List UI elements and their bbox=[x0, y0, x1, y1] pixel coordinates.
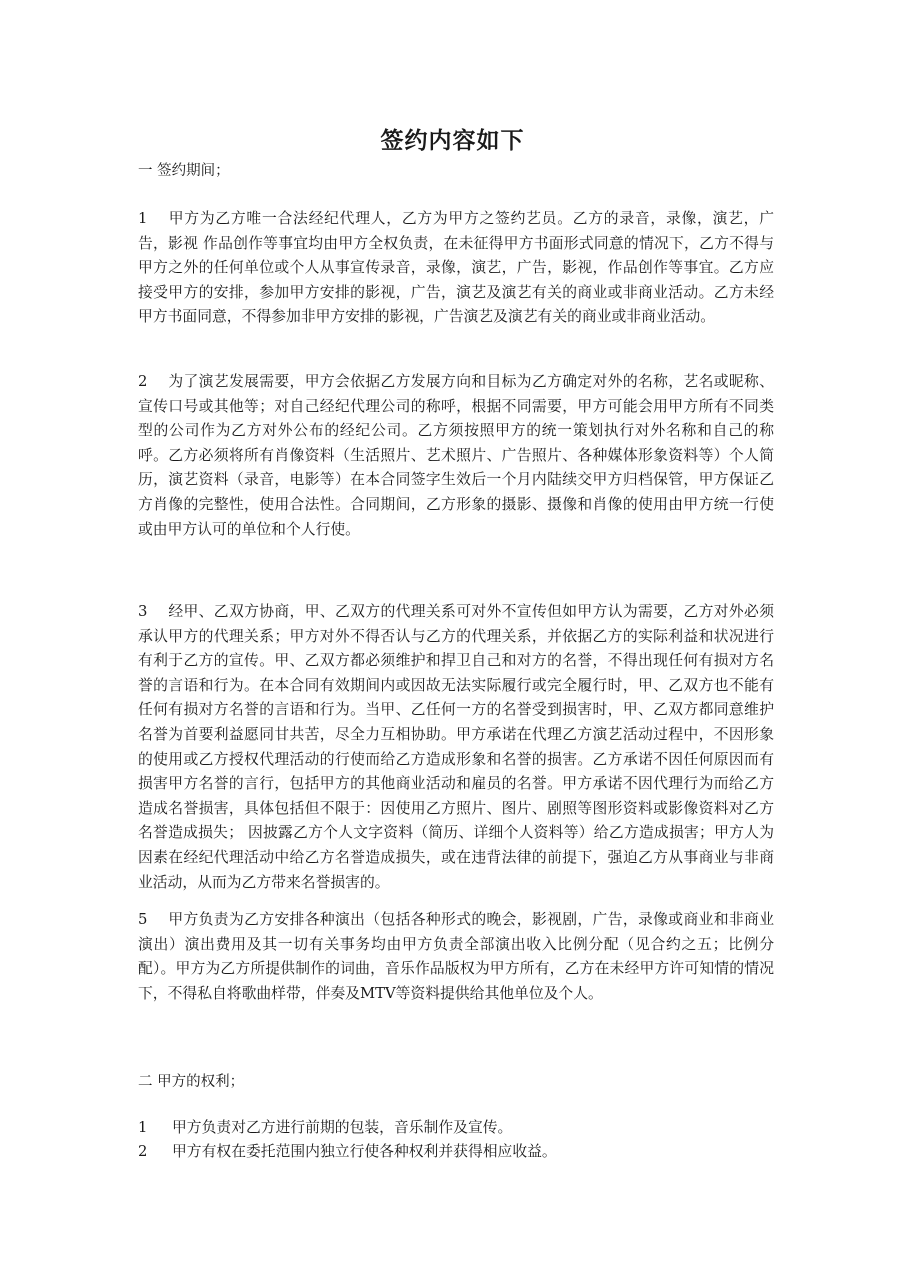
clause-text: 甲方负责为乙方安排各种演出（包括各种形式的晚会，影视剧，广告，录像或商业和非商业演出）演出费用及其一切有关事务均由甲方负责全部演出收入比例分配（见合约之五；比例分配）。甲方为乙方所提供制作的词曲，音乐作品版权为甲方所有，乙方在未经甲方许可知情的情况下，不得私自将歌曲样带，伴奏及MTV等资料提供给其他单位及个人。 bbox=[138, 911, 774, 1002]
clause-text: 经甲、乙双方协商，甲、乙双方的代理关系可对外不宣传但如甲方认为需要，乙方对外必须承认甲方的代理关系；甲方对外不得否认与乙方的代理关系，并依据乙方的实际利益和状况进行有利于乙方的宣传。甲、乙双方都必须维护和捍卫自己和对方的名誉，不得出现任何有损对方名誉的言语和行为。在本合同有效期间内或因故无法实际履行或完全履行时，甲、乙双方也不能有任何有损对方名誉的言语和行为。当甲、乙任何一方的名誉受到损害时，甲、乙双方都同意维护名誉为首要利益愿同甘共苦，尽全力互相协助。甲方承诺在代理乙方演艺活动过程中，不因形象的使用或乙方授权代理活动的行使而给乙方造成形象和名誉的损害。乙方承诺不因任何原因而有损害甲方名誉的言行，包括甲方的其他商业活动和雇员的名誉。甲方承诺不因代理行为而给乙方造成名誉损害，具体包括但不限于：因使用乙方照片、图片、剧照等图形资料或影像资料对乙方名誉造成损失； 因披露乙方个人文字资料（简历、详细个人资料等）给乙方造成损害；甲方人为因素在经纪代理活动中给乙方名誉造成损失，或在违背法律的前提下，强迫乙方从事商业与非商业活动，从而为乙方带来名誉损害的。 bbox=[138, 603, 774, 891]
clause-number: 5 bbox=[138, 911, 148, 928]
clause-number: 2 bbox=[138, 373, 148, 390]
section-heading-party-a-rights: 二 甲方的权利； bbox=[138, 1074, 245, 1090]
item-number: 2 bbox=[138, 1143, 148, 1160]
item-number: 1 bbox=[138, 1119, 148, 1136]
rights-item-1 bbox=[138, 1117, 774, 1139]
clause-1 bbox=[138, 207, 774, 330]
document-title: 签约内容如下 bbox=[380, 127, 525, 154]
clause-2 bbox=[138, 370, 774, 542]
clause-number: 1 bbox=[138, 210, 148, 227]
item-text: 甲方负责对乙方进行前期的包装，音乐制作及宣传。 bbox=[172, 1119, 513, 1136]
clause-5 bbox=[138, 908, 774, 1006]
rights-item-2 bbox=[138, 1141, 774, 1163]
clause-number: 3 bbox=[138, 603, 148, 620]
clause-3 bbox=[138, 600, 774, 895]
item-text: 甲方有权在委托范围内独立行使各种权利并获得相应收益。 bbox=[172, 1143, 557, 1160]
clause-text: 甲方为乙方唯一合法经纪代理人，乙方为甲方之签约艺员。乙方的录音，录像，演艺，广告，影视 作品创作等事宜均由甲方全权负责，在未征得甲方书面形式同意的情况下，乙方不得与甲方之外的任何单位或个人从事宣传录音，录像，演艺，广告，影视，作品创作等事宜。乙方应接受甲方的安排，参加甲方安排的影视，广告，演艺及演艺有关的商业或非商业活动。乙方未经甲方书面同意，不得参加非甲方安排的影视，广告演艺及演艺有关的商业或非商业活动。 bbox=[138, 210, 774, 326]
section-heading-signing-period: 一 签约期间； bbox=[138, 163, 230, 179]
clause-text: 为了演艺发展需要，甲方会依据乙方发展方向和目标为乙方确定对外的名称，艺名或昵称、宣传口号或其他等；对自己经纪代理公司的称呼，根据不同需要，甲方可能会用甲方所有不同类型的公司作为乙方对外公布的经纪公司。乙方须按照甲方的统一策划执行对外名称和自己的称呼。乙方必须将所有肖像资料（生活照片、艺术照片、广告照片、各种媒体形象资料等）个人简历，演艺资料（录音，电影等）在本合同签字生效后一个月内陆续交甲方归档保管，甲方保证乙方肖像的完整性，使用合法性。合同期间，乙方形象的摄影、摄像和肖像的使用由甲方统一行使或由甲方认可的单位和个人行使。 bbox=[138, 373, 774, 538]
